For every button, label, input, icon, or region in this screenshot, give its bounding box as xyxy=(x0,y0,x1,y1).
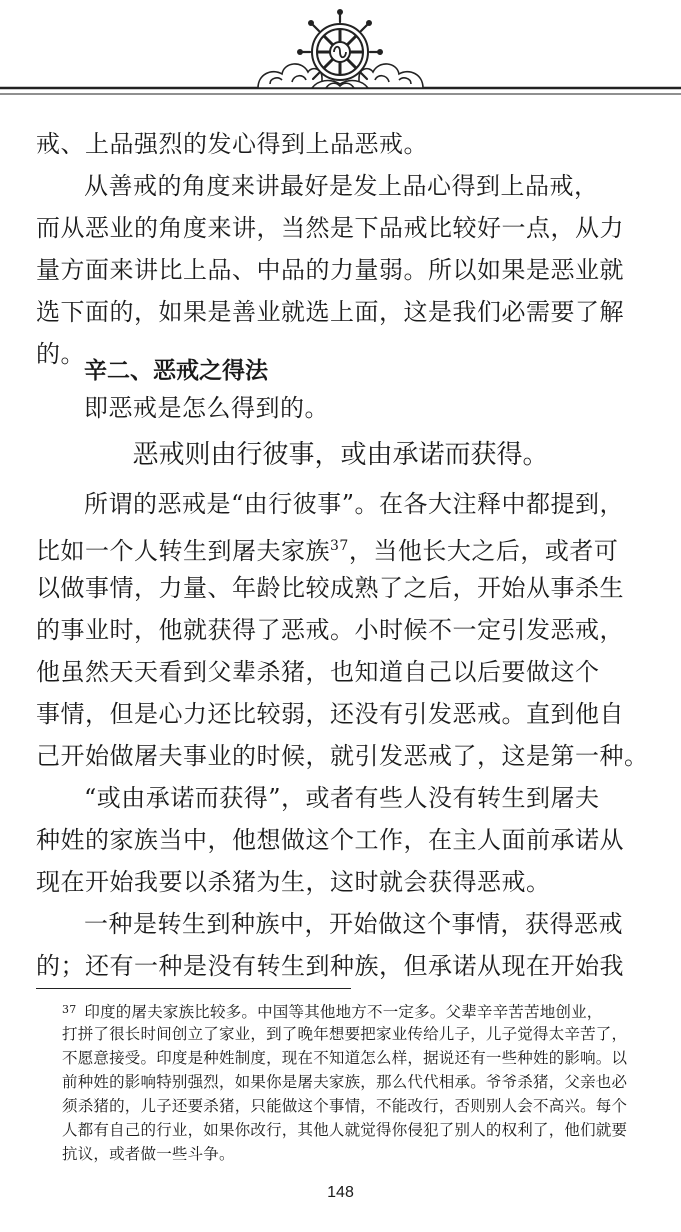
body-line: 所谓的恶戒是“由行彼事”。在各大注释中都提到， xyxy=(84,490,625,518)
section-heading: 辛二、恶戒之得法 xyxy=(84,358,268,384)
footnote-number: 37 xyxy=(62,1003,77,1016)
body-line: 他虽然天天看到父辈杀猪，也知道自己以后要做这个 xyxy=(36,658,600,686)
body-line: 以做事情，力量、年龄比较成熟了之后，开始从事杀生 xyxy=(36,574,624,602)
body-line: 选下面的，如果是善业就选上面，这是我们必需要了解 xyxy=(36,298,624,326)
footnote-divider xyxy=(36,988,351,989)
body-line: 而从恶业的角度来讲，当然是下品戒比较好一点，从力 xyxy=(36,214,624,242)
body-line: 量方面来讲比上品、中品的力量弱。所以如果是恶业就 xyxy=(36,256,624,284)
footnote-line: 打拼了很长时间创立了家业，到了晚年想要把家业传给儿子，儿子觉得太辛苦了， xyxy=(62,1025,628,1043)
section-intro: 即恶戒是怎么得到的。 xyxy=(84,394,329,422)
page-number: 148 xyxy=(327,1184,354,1201)
body-line xyxy=(36,526,646,571)
body-line: 己开始做屠夫事业的时候，就引发恶戒了，这是第一种。 xyxy=(36,742,649,770)
footnote-line: 不愿意接受。印度是种姓制度，现在不知道怎么样，据说还有一些种姓的影响。以 xyxy=(62,1049,628,1067)
root-verse: 恶戒则由行彼事，或由承诺而获得。 xyxy=(132,440,549,470)
body-line-part: ，当他长大之后，或者可 xyxy=(348,537,619,565)
body-line: 的。 xyxy=(36,340,85,368)
footnote-line: 须杀猪的，儿子还要杀猪，只能做这个事情，不能改行，否则别人会不高兴。每个 xyxy=(62,1097,628,1115)
body-line: 一种是转生到种族中，开始做这个事情，获得恶戒 xyxy=(84,910,623,938)
body-line: 从善戒的角度来讲最好是发上品心得到上品戒， xyxy=(84,172,599,200)
footnote-reference: 37 xyxy=(330,538,349,554)
body-line: 事情，但是心力还比较弱，还没有引发恶戒。直到他自 xyxy=(36,700,624,728)
body-line: 的事业时，他就获得了恶戒。小时候不一定引发恶戒， xyxy=(36,616,624,644)
body-line: 的；还有一种是没有转生到种族，但承诺从现在开始我 xyxy=(36,952,624,980)
footnote-line: 抗议，或者做一些斗争。 xyxy=(62,1145,235,1163)
body-line: 种姓的家族当中，他想做这个工作，在主人面前承诺从 xyxy=(36,826,624,854)
body-line: “或由承诺而获得”，或者有些人没有转生到屠夫 xyxy=(84,784,600,812)
footnote-line: 前种姓的影响特别强烈，如果你是屠夫家族，那么代代相承。爷爷杀猪，父亲也必 xyxy=(62,1073,628,1091)
footnote-text: 印度的屠夫家族比较多。中国等其他地方不一定多。父辈辛辛苦苦地创业， xyxy=(84,1003,603,1021)
footnote-line xyxy=(62,998,603,1024)
body-line-part: 比如一个人转生到屠夫家族 xyxy=(36,537,330,565)
footnote-line: 人都有自己的行业，如果你改行，其他人就觉得你侵犯了别人的权利了，他们就要 xyxy=(62,1121,628,1139)
dharma-wheel-header-ornament xyxy=(0,0,681,112)
body-line: 戒、上品强烈的发心得到上品恶戒。 xyxy=(36,130,428,158)
body-line: 现在开始我要以杀猪为生，这时就会获得恶戒。 xyxy=(36,868,551,896)
